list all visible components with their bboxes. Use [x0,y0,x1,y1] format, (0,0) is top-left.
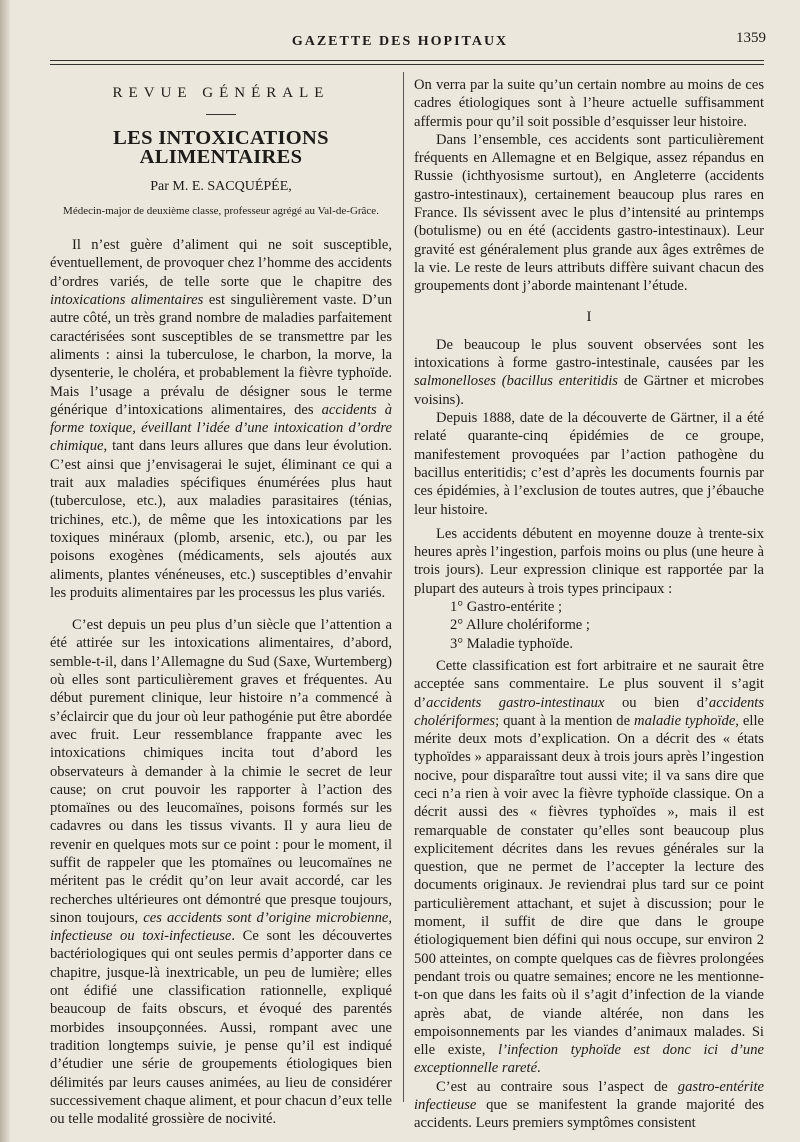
paragraph: C’est au contraire sous l’aspect de gastro-entérite infectieuse que se manifestent la grande majorité des accidents. Leurs premiers symptômes consistent [414,1078,764,1132]
left-column [50,76,392,1128]
list-item: 2° Allure cholériforme ; [450,617,590,634]
page-number: 1359 [736,30,766,46]
binding-edge [0,0,10,1142]
paragraph: Il n’est guère d’aliment qui ne soit susceptible, éventuellement, de provoquer chez l’homme des accidents d’ordres variés, de telle sorte que le chapitre des intoxications alimentaires est singulièrement vaste. D’un autre côté, un très grand nombre de maladies parfaitement caractérisées sont susceptibles de se transmettre par les aliments : ainsi la tuberculose, le charbon, la morve, la dysenterie, le choléra, et probablement la fièvre typhoïde. Mais l’usage a prévalu de désigner sous le terme générique d’intoxications alimentaires, des accidents à forme toxique, éveillant l’idée d’une intoxication d’ordre chimique, tant dans leurs allures que dans leur évolution. C’est ainsi que j’envisagerai le sujet, éliminant ce qui a trait aux maladies spécifiques énumérées plus haut (tuberculose, etc.), aux maladies parasitaires (ténias, trichines, etc.), de même que les intoxications par les toxiques minéraux (plomb, arsenic, etc.), ou par les poisons exogènes (médicaments, sels ajoutés aux aliments, plantes vénéneuses, etc.) susceptibles d’envahir les produits alimentaires par les processus les plus variés. [50,237,393,601]
section-label: REVUE GÉNÉRALE [112,85,330,101]
paragraph: Dans l’ensemble, ces accidents sont particulièrement fréquents en Allemagne et en Belgique, assez répandus en Russie (ichthyosisme surtout), en Angleterre (accidents gastro-intestinaux), certainement beaucoup plus rares en France. Ils sévissent avec le plus d’intensité au printemps (botulisme) ou en été (accidents gastro-intestinaux). Leur gravité est généralement plus grande aux âges extrêmes de la vie. Le reste de leurs attributs diffère suivant chacun des groupements dont j’aborde maintenant l’étude. [414,131,764,295]
author-line: Par M. E. SACQUÉPÉE, [150,178,292,194]
section-number: I [586,308,592,325]
journal-title: GAZETTE DES HOPITAUX [291,34,509,49]
list-item: 3° Maladie typhoïde. [450,635,573,652]
paragraph: Les accidents débutent en moyenne douze à trente-six heures après l’ingestion, parfois moins ou plus (une heure à trois jours). Leur expression clinique est rapportée par la plupart des auteurs à trois types principaux : [414,525,764,597]
article-title: LES INTOXICATIONS ALIMENTAIRES [113,127,329,168]
paragraph: Depuis 1888, date de la découverte de Gärtner, il a été relaté quarante-cinq épidémies de ce groupe, manifestement provoquées par l’action pathogène du bacillus enteritidis; c’est d’après les documents fournis par ces épidémies, à l’exclusion de toutes autres, que j’ébauche leur histoire. [414,410,764,518]
title-rule [206,114,236,115]
column-separator [403,72,404,1102]
header-rule [50,60,764,61]
right-column [414,76,764,1133]
paragraph: C’est depuis un peu plus d’un siècle que l’attention a été attirée sur les intoxications alimentaires, d’abord, semble-t-il, dans l’Allemagne du Sud (Saxe, Wurtemberg) où elles sont particulièrement graves et fréquentes. Au début purement clinique, leur histoire n’a commencé à s’éclaircir que du jour où leur pathogénie put être abordée avec fruit. Leur ressemblance frappante avec les intoxications chimiques incita tout d’abord les observateurs à demander à la chimie le secret de leur cause; on crut pouvoir les rapporter à l’action des ptomaïnes ou des leucomaïnes, poisons formés sur les cadavres ou dans les tissus vivants. Il y aura lieu de revenir en quelques mots sur ce point : pour le moment, il suffit de rappeler que les ptomaïnes ou leucomaïnes ne méritent pas le crédit qu’on leur avait accordé, car les recherches ultérieures ont démontré que presque toujours, sinon toujours, ces accidents sont d’origine microbienne, infectieuse ou toxi-infectieuse. Ce sont les découvertes bactériologiques qui ont seules permis d’apporter dans ce chapitre, jusque-là inextricable, un peu de lumière; elles ont édifié une classification rationnelle, expliqué beaucoup de faits obscurs, et évoqué des parentés morbides insoupçonnées. Aussi, rompant avec une tradition longtemps suivie, je pense qu’il est indiqué d’étudier une série de groupements étiologiques bien délimités par leurs causes animées, au lieu de considérer successivement chaque aliment, et pour chacun d’eux telle ou telle modalité grossière de nocivité. [50,617,393,1128]
header-rule-2 [50,64,764,65]
paragraph: Cette classification est fort arbitraire et ne saurait être acceptée sans commentaire. Le plus souvent il s’agit d’accidents gastro-intestinaux ou bien d’accidents cholériformes; quant à la mention de maladie typhoïde, elle mérite deux mots d’explication. On a décrit des « états typhoïdes » apparaissant deux à trois jours après l’ingestion nocive, pour disparaître tout aussi vite; il va sans dire que ceci n’a rien à voir avec la fièvre typhoïde classique. On a décrit aussi des « fièvres typhoïdes », mais il est remarquable de constater qu’elles sont beaucoup plus explicitement décrites dans les revues générales sur la question, que ne permet de l’accepter la lecture des documents originaux. Je reviendrai plus tard sur ce point particulièrement attachant, et sujet à discussion; pour le moment, il suffit de dire que dans le groupe étiologiquement bien défini qui nous occupe, sur environ 2 500 atteintes, on compte quelques cas de fièvres prolongées pendant trois ou quatre semaines; encore ne les mentionne-t-on que dans les faits où il s’agit d’infection de la viande après abat, de viande altérée, non dans les empoisonnements par les viandes d’animaux malades. Si elle existe, l’infection typhoïde est donc ici d’une exceptionnelle rareté. [414,657,765,1077]
author-affiliation: Médecin-major de deuxième classe, professeur agrégé au Val-de-Grâce. [63,205,379,218]
paragraph: De beaucoup le plus souvent observées sont les intoxications à forme gastro-intestinale, causées par les salmonelloses (bacillus enteritidis de Gärtner et microbes voisins). [414,336,764,408]
paragraph: On verra par la suite qu’un certain nombre au moins de ces cadres étiologiques sont à l’heure actuelle suffisamment affermis pour qu’il soit possible d’esquisser leur histoire. [414,77,764,130]
list-item: 1° Gastro-entérite ; [450,599,563,616]
